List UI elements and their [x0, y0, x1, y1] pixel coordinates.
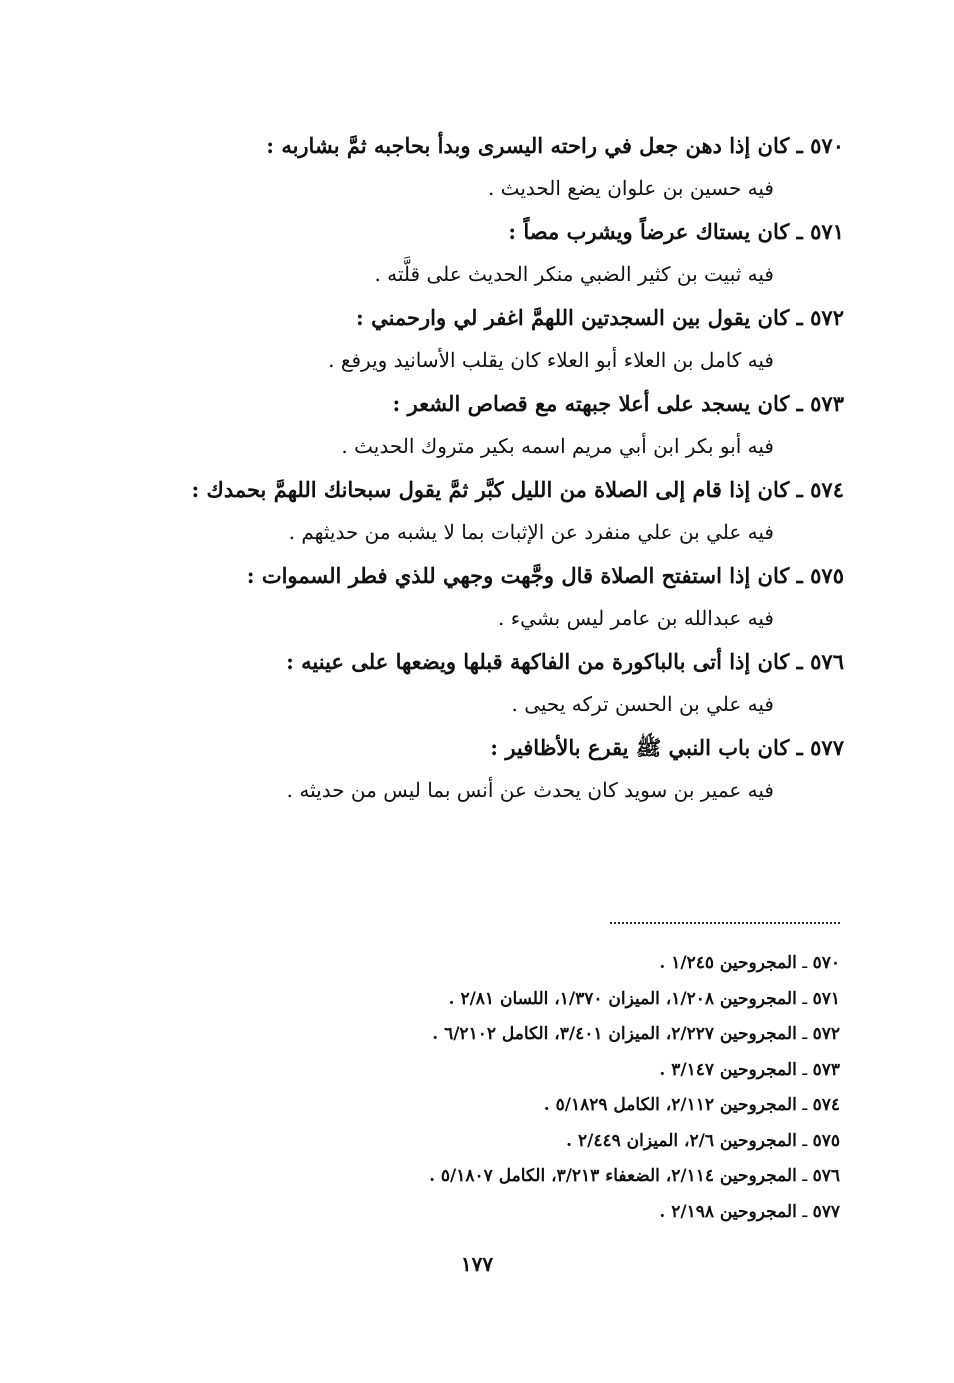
entry-heading: ٥٧٣ ـ كان يسجد على أعلا جبهته مع قصاص الشعر : — [392, 391, 844, 416]
hadith-entry — [124, 296, 844, 382]
hadith-entry — [124, 554, 844, 640]
hadith-entry — [124, 468, 844, 554]
hadith-entry — [124, 124, 844, 210]
entry-heading: ٥٧٥ ـ كان إذا استفتح الصلاة قال وجَّهت وجهي للذي فطر السموات : — [246, 563, 844, 588]
entry-number: ٥٧٥ — [810, 563, 844, 588]
entry-number: ٥٧٢ — [810, 305, 844, 330]
footnote-number: ٥٧٦ — [812, 1166, 840, 1186]
footnote-item: ٥٧٧ ـ المجروحين ٢/١٩٨ . — [659, 1201, 840, 1222]
footnote-text: المجروحين ٢/٦، الميزان ٢/٤٤٩ . — [566, 1130, 797, 1151]
entry-title: كان يسجد على أعلا جبهته مع قصاص الشعر : — [392, 391, 790, 416]
footnote-item: ٥٧٥ ـ المجروحين ٢/٦، الميزان ٢/٤٤٩ . — [566, 1130, 840, 1151]
hadith-entry — [124, 726, 844, 812]
entry-title: كان إذا قام إلى الصلاة من الليل كبَّر ثمَّ يقول سبحانك اللهمَّ بحمدك : — [191, 477, 790, 502]
footnote-text: المجروحين ١/٢٠٨، الميزان ١/٣٧٠، اللسان ٢/٨١ . — [448, 988, 797, 1009]
footnote-text: المجروحين ٣/١٤٧ . — [659, 1059, 797, 1080]
footnote-number: ٥٧٧ — [812, 1201, 840, 1222]
entry-title: كان إذا استفتح الصلاة قال وجَّهت وجهي للذي فطر السموات : — [246, 563, 790, 588]
entry-heading: ٥٧٢ ـ كان يقول بين السجدتين اللهمَّ اغفر لي وارحمني : — [356, 305, 844, 330]
main-text — [124, 124, 844, 812]
footnote-number: ٥٧٠ — [812, 953, 840, 973]
footnote-text: المجروحين ٢/٢٢٧، الميزان ٣/٤٠١، الكامل ٦/٢١٠٢ . — [432, 1024, 797, 1044]
entry-heading: ٥٧٤ ـ كان إذا قام إلى الصلاة من الليل كبَّر ثمَّ يقول سبحانك اللهمَّ بحمدك : — [191, 477, 844, 502]
entry-heading: ٥٧١ ـ كان يستاك عرضاً ويشرب مصاً : — [508, 219, 844, 244]
footnotes — [220, 946, 840, 1230]
entry-comment: فيه علي بن علي منفرد عن الإثبات بما لا يشبه من حديثهم . — [288, 520, 774, 544]
entry-heading: ٥٧٠ ـ كان إذا دهن جعل في راحته اليسرى وبدأ بحاجبه ثمَّ بشاربه : — [266, 133, 844, 158]
entry-title: كان يستاك عرضاً ويشرب مصاً : — [508, 219, 790, 244]
footnote-item: ٥٧٣ ـ المجروحين ٣/١٤٧ . — [659, 1059, 840, 1080]
entry-heading: ٥٧٧ ـ كان باب النبي ﷺ يقرع بالأظافير : — [490, 735, 844, 760]
footnote-text: المجروحين ٢/١١٤، الضعفاء ٣/٢١٣، الكامل ٥/١٨٠٧ . — [429, 1166, 797, 1186]
entry-number: ٥٧٣ — [810, 391, 844, 416]
page-number: ١٧٧ — [460, 1252, 494, 1276]
footnote-item: ٥٧٢ ـ المجروحين ٢/٢٢٧، الميزان ٣/٤٠١، الكامل ٦/٢١٠٢ . — [432, 1024, 840, 1044]
footnote-item: ٥٧١ ـ المجروحين ١/٢٠٨، الميزان ١/٣٧٠، اللسان ٢/٨١ . — [448, 988, 840, 1009]
entry-comment: فيه عمير بن سويد كان يحدث عن أنس بما ليس من حديثه . — [286, 778, 774, 802]
hadith-entry — [124, 210, 844, 296]
entry-number: ٥٧٧ — [810, 735, 844, 760]
entry-number: ٥٧٠ — [810, 133, 844, 158]
hadith-entry — [124, 382, 844, 468]
entry-comment: فيه عبدالله بن عامر ليس بشيء . — [498, 606, 774, 630]
entry-comment: فيه ثبيت بن كثير الضبي منكر الحديث على قلَّته . — [374, 262, 774, 286]
footnote-item: ٥٧٠ ـ المجروحين ١/٢٤٥ . — [659, 953, 840, 973]
footnote-text: المجروحين ٢/١٩٨ . — [659, 1201, 797, 1222]
hadith-entry — [124, 640, 844, 726]
entry-comment: فيه علي بن الحسن تركه يحيى . — [511, 692, 774, 716]
footnote-number: ٥٧٢ — [812, 1024, 840, 1044]
footnote-number: ٥٧٤ — [812, 1095, 840, 1115]
entry-heading: ٥٧٦ ـ كان إذا أتى بالباكورة من الفاكهة قبلها ويضعها على عينيه : — [286, 649, 844, 674]
footnote-separator — [610, 922, 840, 924]
entry-title: كان باب النبي ﷺ يقرع بالأظافير : — [490, 735, 790, 760]
footnote-number: ٥٧١ — [812, 988, 840, 1009]
entry-comment: فيه أبو بكر ابن أبي مريم اسمه بكير متروك الحديث . — [341, 434, 774, 458]
entry-title: كان يقول بين السجدتين اللهمَّ اغفر لي وارحمني : — [356, 305, 790, 330]
footnote-number: ٥٧٣ — [812, 1059, 840, 1080]
footnote-item: ٥٧٤ ـ المجروحين ٢/١١٢، الكامل ٥/١٨٢٩ . — [543, 1095, 840, 1115]
footnote-text: المجروحين ٢/١١٢، الكامل ٥/١٨٢٩ . — [543, 1095, 797, 1115]
entry-title: كان إذا أتى بالباكورة من الفاكهة قبلها ويضعها على عينيه : — [286, 649, 790, 674]
entry-number: ٥٧٦ — [810, 649, 844, 674]
entry-title: كان إذا دهن جعل في راحته اليسرى وبدأ بحاجبه ثمَّ بشاربه : — [266, 133, 790, 158]
entry-comment: فيه كامل بن العلاء أبو العلاء كان يقلب الأسانيد ويرفع . — [328, 348, 774, 372]
entry-comment: فيه حسين بن علوان يضع الحديث . — [487, 176, 774, 200]
entry-number: ٥٧١ — [810, 219, 844, 244]
footnote-item: ٥٧٦ ـ المجروحين ٢/١١٤، الضعفاء ٣/٢١٣، الكامل ٥/١٨٠٧ . — [429, 1166, 840, 1186]
entry-number: ٥٧٤ — [810, 477, 844, 502]
footnote-text: المجروحين ١/٢٤٥ . — [659, 953, 797, 973]
footnote-number: ٥٧٥ — [812, 1130, 840, 1151]
